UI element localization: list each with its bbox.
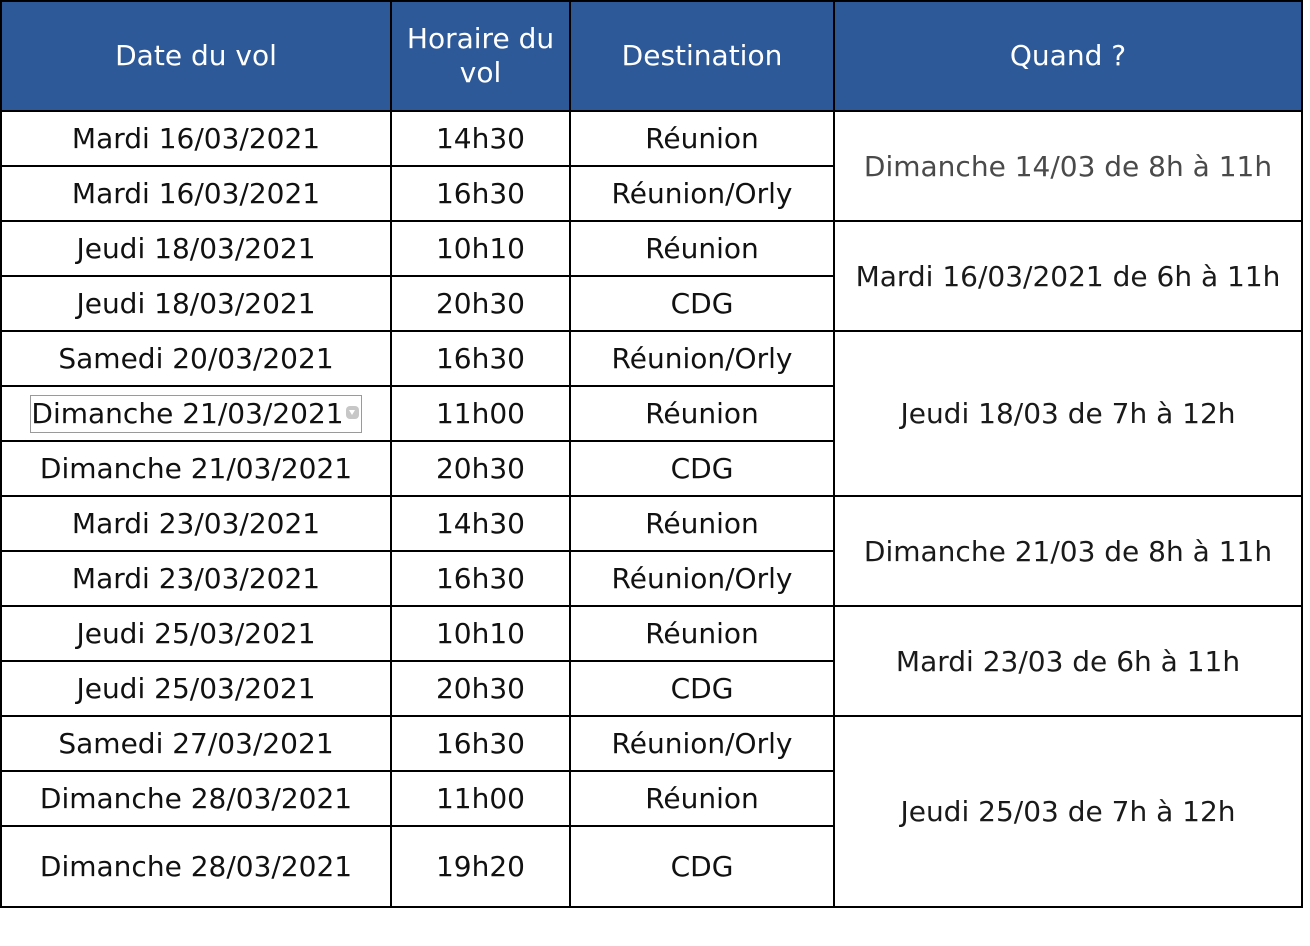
table-row — [1, 716, 1302, 771]
header-row — [1, 1, 1302, 111]
cell-horaire[interactable]: 20h30 — [391, 661, 570, 716]
cell-horaire[interactable]: 20h30 — [391, 276, 570, 331]
cell-destination[interactable]: CDG — [570, 276, 834, 331]
cell-horaire[interactable]: 11h00 — [391, 771, 570, 826]
cell-destination[interactable]: Réunion — [570, 606, 834, 661]
cell-horaire[interactable]: 16h30 — [391, 166, 570, 221]
cell-quand[interactable]: Mardi 16/03/2021 de 6h à 11h — [834, 221, 1302, 331]
cell-destination[interactable]: CDG — [570, 661, 834, 716]
cell-date[interactable]: Mardi 16/03/2021 — [1, 166, 391, 221]
cell-destination[interactable]: Réunion — [570, 496, 834, 551]
cell-quand[interactable]: Dimanche 21/03 de 8h à 11h — [834, 496, 1302, 606]
cell-date[interactable]: Jeudi 18/03/2021 — [1, 276, 391, 331]
cell-date[interactable]: Dimanche 28/03/2021 — [1, 771, 391, 826]
selected-cell-editor[interactable] — [30, 395, 361, 433]
header-destination: Destination — [570, 1, 834, 111]
cell-date[interactable]: Dimanche 28/03/2021 — [1, 826, 391, 907]
cell-date[interactable]: Samedi 20/03/2021 — [1, 331, 391, 386]
cell-destination[interactable]: Réunion/Orly — [570, 716, 834, 771]
cell-destination[interactable]: Réunion — [570, 111, 834, 166]
header-horaire: Horaire du vol — [391, 1, 570, 111]
table-row — [1, 606, 1302, 661]
cell-destination[interactable]: CDG — [570, 826, 834, 907]
table-row — [1, 496, 1302, 551]
cell-date[interactable]: Jeudi 25/03/2021 — [1, 606, 391, 661]
cell-date[interactable]: Dimanche 21/03/2021 — [1, 441, 391, 496]
cell-date[interactable]: Mardi 23/03/2021 — [1, 551, 391, 606]
cell-destination[interactable]: Réunion — [570, 386, 834, 441]
cell-date[interactable]: Jeudi 25/03/2021 — [1, 661, 391, 716]
cell-destination[interactable]: CDG — [570, 441, 834, 496]
cell-horaire[interactable]: 14h30 — [391, 496, 570, 551]
cell-destination[interactable]: Réunion — [570, 221, 834, 276]
cell-horaire[interactable]: 10h10 — [391, 606, 570, 661]
cell-quand[interactable]: Mardi 23/03 de 6h à 11h — [834, 606, 1302, 716]
cell-horaire[interactable]: 19h20 — [391, 826, 570, 907]
cell-date[interactable]: Mardi 16/03/2021 — [1, 111, 391, 166]
cell-horaire[interactable]: 20h30 — [391, 441, 570, 496]
cell-horaire[interactable]: 11h00 — [391, 386, 570, 441]
table-row — [1, 221, 1302, 276]
table-row — [1, 331, 1302, 386]
cell-horaire[interactable]: 14h30 — [391, 111, 570, 166]
cell-horaire[interactable]: 16h30 — [391, 551, 570, 606]
cell-date[interactable]: Samedi 27/03/2021 — [1, 716, 391, 771]
cell-date[interactable]: Mardi 23/03/2021 — [1, 496, 391, 551]
cell-quand[interactable]: Dimanche 14/03 de 8h à 11h — [834, 111, 1302, 221]
cell-horaire[interactable]: 10h10 — [391, 221, 570, 276]
cell-horaire[interactable]: 16h30 — [391, 716, 570, 771]
header-date: Date du vol — [1, 1, 391, 111]
header-quand: Quand ? — [834, 1, 1302, 111]
cell-destination[interactable]: Réunion — [570, 771, 834, 826]
cell-destination[interactable]: Réunion/Orly — [570, 166, 834, 221]
cell-date[interactable]: Jeudi 18/03/2021 — [1, 221, 391, 276]
table-row — [1, 111, 1302, 166]
cell-quand[interactable]: Jeudi 25/03 de 7h à 12h — [834, 716, 1302, 907]
dropdown-arrow-icon[interactable] — [346, 406, 359, 419]
cell-quand[interactable]: Jeudi 18/03 de 7h à 12h — [834, 331, 1302, 496]
selected-cell-text: Dimanche 21/03/2021 — [31, 396, 344, 430]
cell-date-selected[interactable] — [1, 386, 391, 441]
cell-horaire[interactable]: 16h30 — [391, 331, 570, 386]
cell-destination[interactable]: Réunion/Orly — [570, 551, 834, 606]
cell-destination[interactable]: Réunion/Orly — [570, 331, 834, 386]
